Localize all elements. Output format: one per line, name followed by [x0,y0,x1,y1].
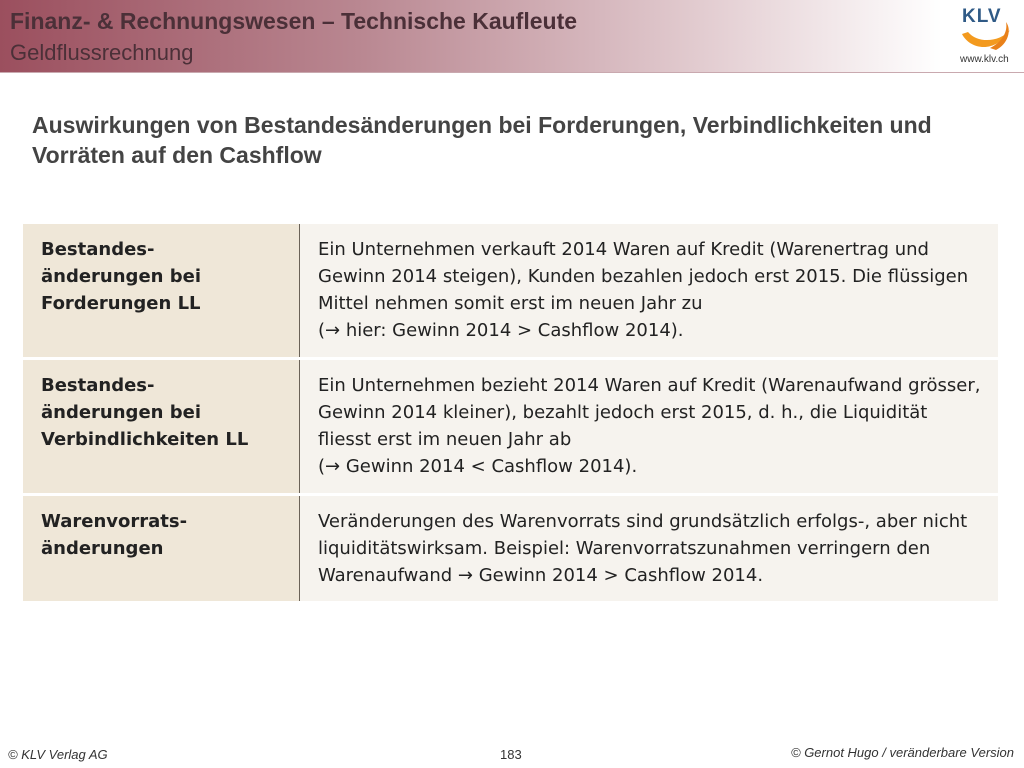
table-row [23,495,998,603]
term-text: Bestandes- änderungen bei Verbindlichkeiten LL [41,375,249,450]
cashflow-effects-table [23,224,998,604]
row-description [300,495,999,603]
logo-url: www.klv.ch [960,54,1009,65]
row-description [300,224,999,359]
term-text: Warenvorrats- änderungen [41,511,188,559]
row-term [23,224,300,359]
table-row [23,224,998,359]
slide-title: Auswirkungen von Bestandesänderungen bei Forderungen, Verbindlichkeiten und Vorräten auf den Cashflow [32,112,932,168]
row-term [23,359,300,495]
page-number: 183 [500,747,522,762]
chapter-title: Geldflussrechnung [10,40,194,65]
description-text: Ein Unternehmen bezieht 2014 Waren auf Kredit (Warenaufwand grösser, Gewinn 2014 kleiner), bezahlt jedoch erst 2015, d. h., die Liquidität fliesst erst im neuen Jahr ab (→ Gewinn 2014 < Cashflow 2014). [318,375,981,477]
description-text: Veränderungen des Warenvorrats sind grundsätzlich erfolgs-, aber nicht liquiditätswirksam. Beispiel: Warenvorratszunahmen verringern den Warenaufwand → Gewinn 2014 > Cashflow 2014. [318,511,968,586]
table-row [23,359,998,495]
term-text: Bestandes- änderungen bei Forderungen LL [41,239,201,314]
header-divider [0,72,1024,73]
klv-logo [940,2,1024,70]
footer-copyright: © KLV Verlag AG [8,747,108,762]
logo-text: KLV [962,6,1002,27]
footer-author: © Gernot Hugo / veränderbare Version [791,745,1014,760]
row-description [300,359,999,495]
slide-header [0,0,1024,72]
description-text: Ein Unternehmen verkauft 2014 Waren auf Kredit (Warenertrag und Gewinn 2014 steigen), Kunden bezahlen jedoch erst 2015. Die flüssigen Mittel nehmen somit erst im neuen Jahr zu (→ hier: Gewinn 2014 > Cashflow 2014). [318,239,969,341]
row-term [23,495,300,603]
course-title: Finanz- & Rechnungswesen – Technische Kaufleute [10,8,578,34]
